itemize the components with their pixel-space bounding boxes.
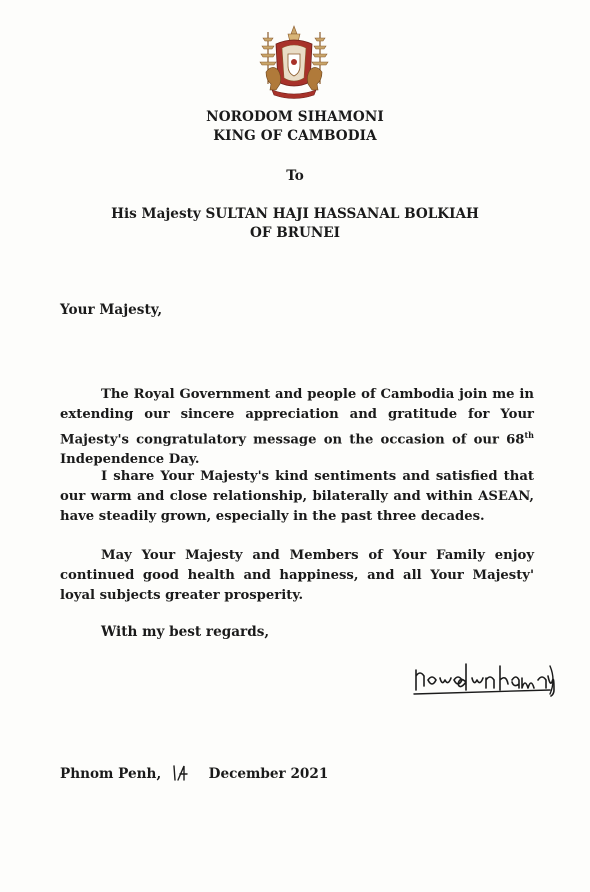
sender-title: KING OF CAMBODIA xyxy=(213,128,377,144)
ordinal-suffix: th xyxy=(524,430,534,440)
month-year-text: December 2021 xyxy=(208,766,329,782)
recipient-line1: His Majesty SULTAN HAJI HASSANAL BOLKIAH xyxy=(111,206,479,222)
to-label: To xyxy=(286,168,304,184)
handwritten-day xyxy=(170,762,192,784)
recipient-line2: OF BRUNEI xyxy=(249,225,340,241)
date-line xyxy=(60,762,328,784)
body-paragraph-1-end: Independence Day. xyxy=(60,452,200,468)
letterhead-sender xyxy=(0,108,590,146)
handwritten-signature-icon xyxy=(410,656,558,698)
body-paragraph-1 xyxy=(60,385,534,470)
body-paragraph-2: I share Your Majesty's kind sentiments and satisfied that our warm and close relationship, bilaterally and within ASEAN, have steadily grown, especially in the past three decades. xyxy=(60,469,534,524)
body-paragraph-1-text: The Royal Government and people of Cambodia join me in extending our sincere appreciation and gratitude for Your Majesty's congratulatory message on the occasion of our 68 xyxy=(60,387,534,448)
recipient-block xyxy=(0,205,590,243)
sender-name: NORODOM SIHAMONI xyxy=(206,109,384,125)
salutation: Your Majesty, xyxy=(60,302,163,318)
place-text: Phnom Penh, xyxy=(60,766,162,782)
body-paragraph-3: May Your Majesty and Members of Your Family enjoy continued good health and happiness, and all Your Majesty' loyal subjects greater prosperity. xyxy=(60,548,534,603)
royal-arms-of-cambodia-icon xyxy=(258,24,330,100)
closing-line: With my best regards, xyxy=(101,624,270,640)
